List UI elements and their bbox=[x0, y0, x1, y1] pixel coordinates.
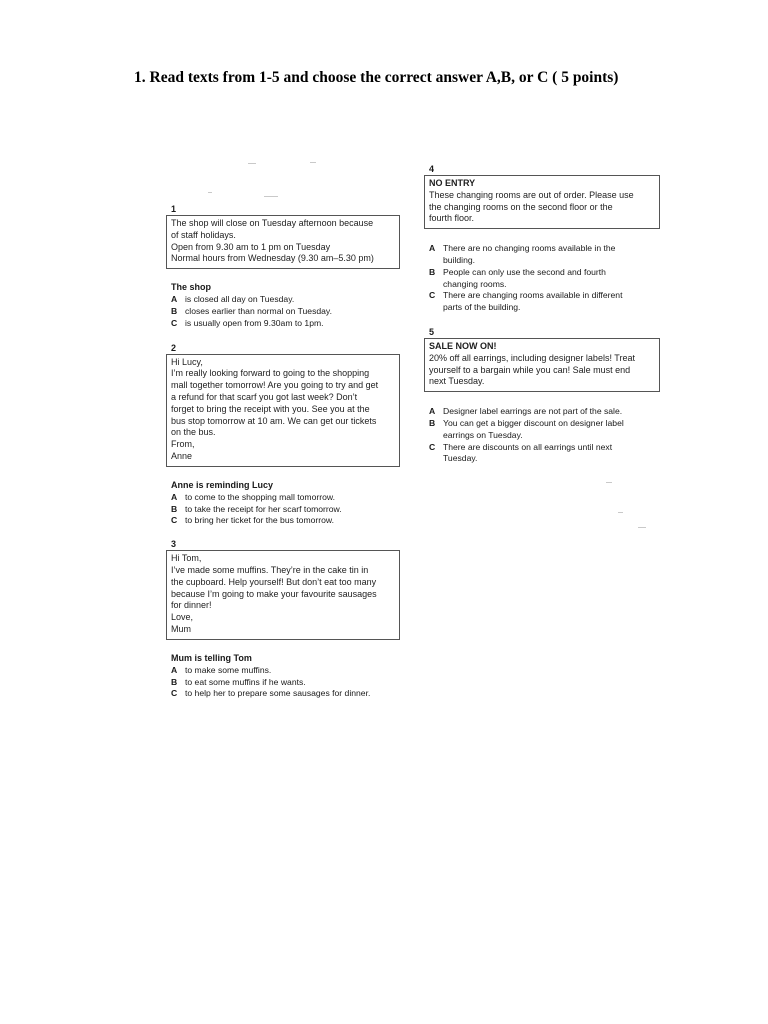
box-line: Love, bbox=[171, 612, 194, 623]
scan-speck bbox=[248, 163, 256, 164]
option-b[interactable] bbox=[429, 267, 660, 291]
option-text: to eat some muffins if he wants. bbox=[185, 676, 306, 687]
exercise-heading: 1. Read texts from 1-5 and choose the correct answer A,B, or C ( 5 points) bbox=[134, 69, 619, 86]
option-key: C bbox=[429, 441, 436, 452]
option-c[interactable] bbox=[171, 688, 400, 700]
option-a[interactable] bbox=[171, 294, 400, 306]
option-a[interactable] bbox=[429, 243, 660, 267]
box-line: the cupboard. Help yourself! But don’t eat too many bbox=[171, 576, 377, 587]
option-text: Tuesday. bbox=[443, 453, 478, 464]
option-a[interactable] bbox=[171, 492, 400, 504]
text-item-3 bbox=[166, 539, 400, 700]
option-b[interactable] bbox=[171, 677, 400, 689]
option-key: C bbox=[171, 688, 178, 699]
option-key: A bbox=[171, 294, 178, 305]
text-box bbox=[166, 354, 400, 467]
box-line: on the bus. bbox=[171, 427, 216, 438]
text-item-4 bbox=[424, 164, 660, 314]
option-text: closes earlier than normal on Tuesday. bbox=[185, 305, 332, 316]
box-title: NO ENTRY bbox=[429, 178, 476, 188]
option-c[interactable] bbox=[171, 318, 400, 330]
box-line: I’m really looking forward to going to the shopping bbox=[171, 368, 370, 379]
box-line: next Tuesday. bbox=[429, 376, 485, 387]
box-line: I’ve made some muffins. They’re in the cake tin in bbox=[171, 564, 369, 575]
option-b[interactable] bbox=[429, 418, 660, 442]
box-line: The shop will close on Tuesday afternoon because bbox=[171, 218, 374, 228]
text-box bbox=[424, 175, 660, 229]
text-number: 5 bbox=[429, 326, 435, 337]
option-text: parts of the building. bbox=[443, 302, 521, 313]
box-line: mall together tomorrow! Are you going to try and get bbox=[171, 380, 379, 391]
scan-speck bbox=[618, 512, 623, 513]
text-number: 2 bbox=[171, 342, 177, 353]
text-item-2 bbox=[166, 343, 400, 528]
option-key: A bbox=[171, 491, 178, 502]
option-b[interactable] bbox=[171, 306, 400, 318]
option-key: B bbox=[429, 417, 436, 428]
question-stem: The shop bbox=[171, 282, 211, 293]
option-text: People can only use the second and fourth bbox=[443, 266, 606, 277]
option-text: building. bbox=[443, 254, 476, 265]
option-c[interactable] bbox=[171, 515, 400, 527]
option-text: Designer label earrings are not part of the sale. bbox=[443, 406, 623, 417]
box-line: Mum bbox=[171, 623, 191, 634]
box-line: yourself to a bargain while you can! Sale must end bbox=[429, 364, 631, 375]
option-a[interactable] bbox=[171, 665, 400, 677]
option-key: A bbox=[429, 243, 436, 254]
option-key: B bbox=[171, 305, 178, 316]
text-item-5 bbox=[424, 327, 660, 465]
box-line: the changing rooms on the second floor or the bbox=[429, 201, 613, 212]
box-title: SALE NOW ON! bbox=[429, 340, 497, 351]
text-box bbox=[166, 550, 400, 640]
option-b[interactable] bbox=[171, 504, 400, 516]
left-column bbox=[166, 204, 400, 700]
option-text: is usually open from 9.30am to 1pm. bbox=[185, 317, 324, 328]
box-line: Open from 9.30 am to 1 pm on Tuesday bbox=[171, 241, 331, 252]
box-line: These changing rooms are out of order. Please use bbox=[429, 189, 634, 200]
box-line: From, bbox=[171, 439, 195, 450]
right-column bbox=[424, 164, 660, 465]
text-number: 4 bbox=[429, 164, 435, 174]
option-key: A bbox=[429, 406, 436, 417]
option-key: A bbox=[171, 664, 178, 675]
option-key: B bbox=[171, 503, 178, 514]
option-text: to help her to prepare some sausages for dinner. bbox=[185, 688, 371, 699]
scan-speck bbox=[638, 527, 646, 528]
scan-speck bbox=[310, 162, 316, 163]
question-stem: Mum is telling Tom bbox=[171, 652, 252, 663]
box-line: because I’m going to make your favourite sausages bbox=[171, 588, 377, 599]
option-text: to come to the shopping mall tomorrow. bbox=[185, 491, 335, 502]
box-line: Normal hours from Wednesday (9.30 am–5.30 pm) bbox=[171, 253, 374, 264]
option-text: to make some muffins. bbox=[185, 664, 272, 675]
scan-speck bbox=[606, 482, 612, 483]
box-line: fourth floor. bbox=[429, 213, 475, 224]
text-number: 3 bbox=[171, 539, 177, 550]
scan-speck bbox=[208, 192, 212, 193]
option-key: C bbox=[171, 317, 178, 328]
option-c[interactable] bbox=[429, 290, 660, 314]
option-text: earrings on Tuesday. bbox=[443, 429, 523, 440]
option-text: There are no changing rooms available in the bbox=[443, 243, 616, 254]
box-line: Hi Lucy, bbox=[171, 356, 203, 367]
option-text: changing rooms. bbox=[443, 278, 507, 289]
text-box bbox=[166, 215, 400, 269]
option-a[interactable] bbox=[429, 406, 660, 418]
option-c[interactable] bbox=[429, 442, 660, 466]
option-text: to bring her ticket for the bus tomorrow. bbox=[185, 515, 335, 526]
box-line: 20% off all earrings, including designer labels! Treat bbox=[429, 352, 635, 363]
option-text: There are discounts on all earrings until next bbox=[443, 441, 613, 452]
box-line: bus stop tomorrow at 10 am. We can get our tickets bbox=[171, 415, 377, 426]
scan-speck bbox=[264, 196, 278, 197]
option-key: B bbox=[171, 676, 178, 687]
box-line: Hi Tom, bbox=[171, 553, 202, 564]
option-text: to take the receipt for her scarf tomorrow. bbox=[185, 503, 342, 514]
box-line: of staff holidays. bbox=[171, 229, 236, 240]
box-line: for dinner! bbox=[171, 600, 212, 611]
question-stem: Anne is reminding Lucy bbox=[171, 479, 274, 490]
text-box bbox=[424, 338, 660, 392]
text-number: 1 bbox=[171, 204, 177, 214]
option-text: You can get a bigger discount on designer label bbox=[443, 417, 624, 428]
option-key: C bbox=[429, 290, 436, 301]
text-item-1 bbox=[166, 204, 400, 330]
option-text: There are changing rooms available in different bbox=[443, 290, 623, 301]
option-text: is closed all day on Tuesday. bbox=[185, 294, 295, 305]
box-line: a refund for that scarf you got last week? Don’t bbox=[171, 391, 358, 402]
box-line: Anne bbox=[171, 450, 193, 461]
option-key: B bbox=[429, 266, 436, 277]
option-key: C bbox=[171, 515, 178, 526]
box-line: forget to bring the receipt with you. See you at the bbox=[171, 403, 370, 414]
